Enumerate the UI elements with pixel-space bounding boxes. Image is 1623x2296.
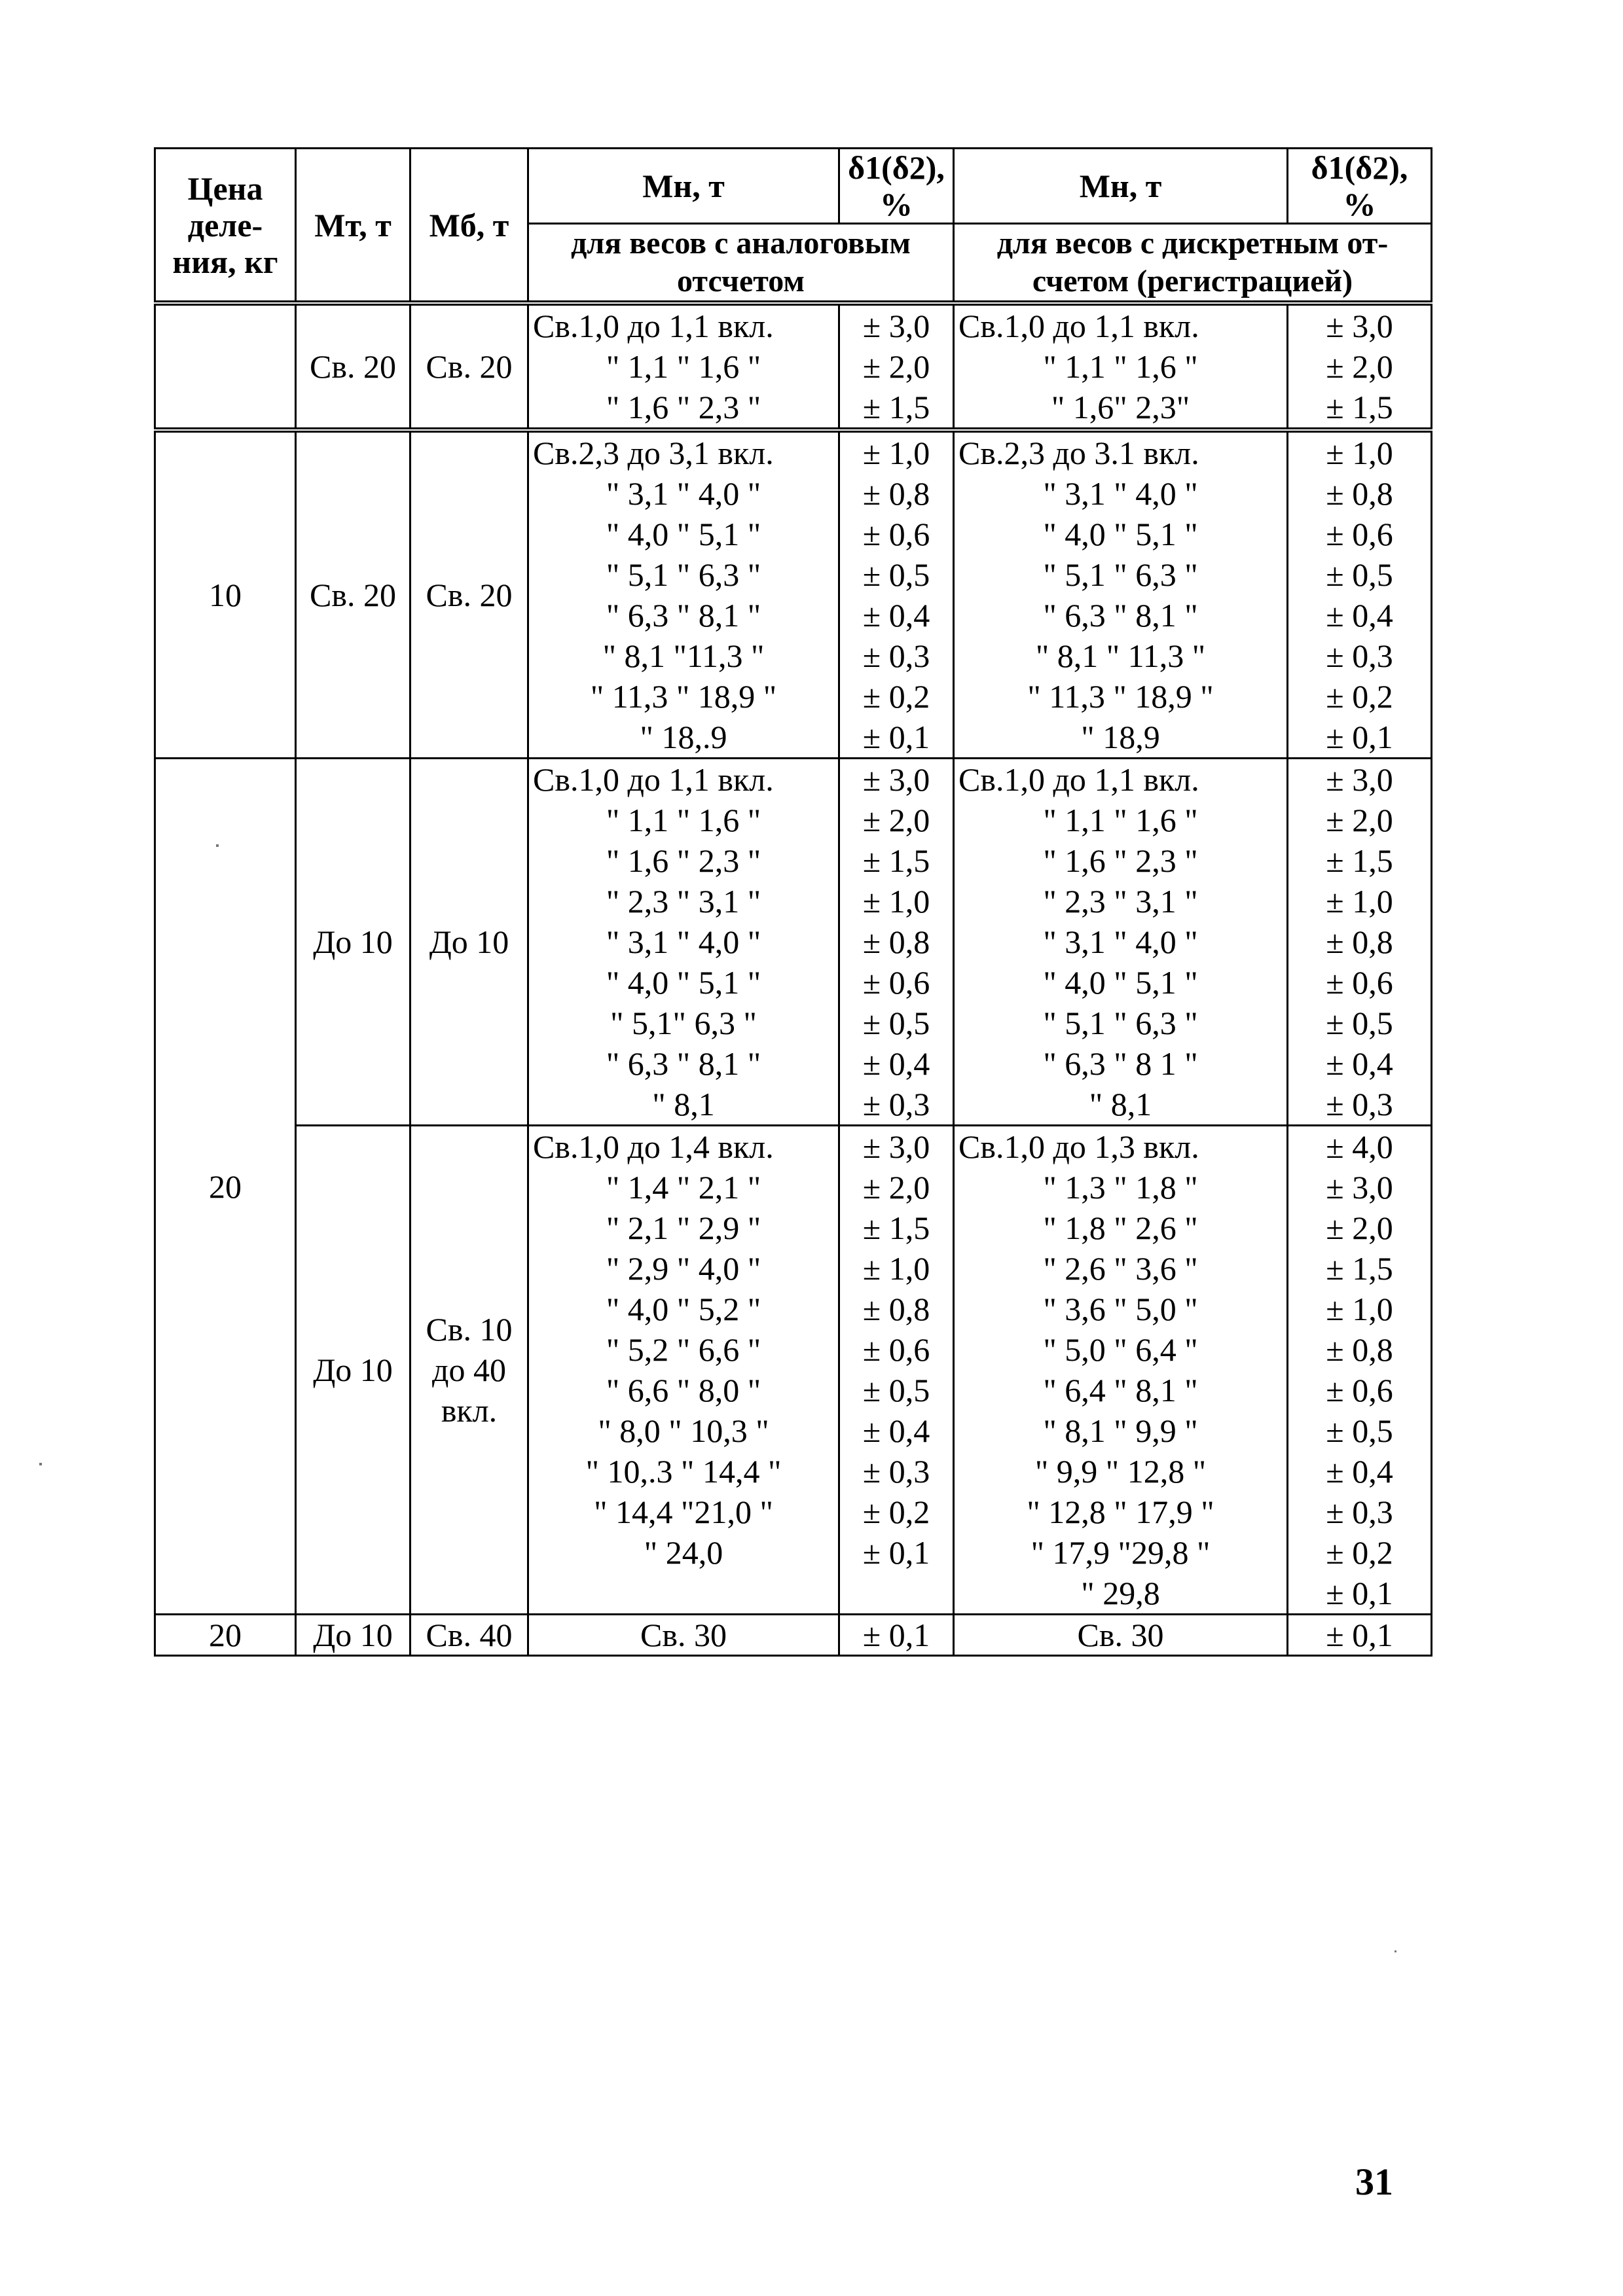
price-cell: 20 <box>155 759 296 1615</box>
analog-tolerance-cell <box>839 759 954 1126</box>
cell-line: ± 1,0 <box>862 435 930 471</box>
cell-line: ± 0,2 <box>862 1494 930 1530</box>
cell-line: " 1,1 " 1,6 " <box>606 802 761 838</box>
cell-line: " 2,3 " 3,1 " <box>606 883 761 920</box>
header-mn-discrete: Мн, т <box>954 149 1288 224</box>
cell-line: " 6,3 " 8,1 " <box>606 597 761 634</box>
table-row <box>155 1615 1432 1656</box>
cell-line: Св.1,0 до 1,1 вкл. <box>533 761 774 798</box>
cell-line: " 1,1 " 1,6 " <box>606 348 761 385</box>
cell-line: " 4,0 " 5,1 " <box>606 964 761 1001</box>
cell-line: " 6,3 " 8 1 " <box>1043 1045 1198 1082</box>
cell-line: ± 0,1 <box>1326 719 1393 755</box>
header-mn-analog: Мн, т <box>528 149 839 224</box>
discrete-range-cell: Св. 30 <box>954 1615 1288 1656</box>
cell-line: ± 1,5 <box>1326 1250 1393 1287</box>
cell-line: ± 3,0 <box>862 761 930 798</box>
cell-line: ± 0,4 <box>1326 1453 1393 1490</box>
cell-line: ± 1,5 <box>1326 842 1393 879</box>
cell-line: ± 1,0 <box>862 1250 930 1287</box>
cell-line: " 1,3 " 1,8 " <box>1043 1169 1198 1206</box>
discrete-ranges-cell <box>954 303 1288 430</box>
cell-line: ± 0,5 <box>862 556 930 593</box>
analog-tolerance-cell: ± 0,1 <box>839 1615 954 1656</box>
cell-line: ± 3,0 <box>862 1128 930 1165</box>
cell-line: ± 0,5 <box>862 1005 930 1041</box>
cell-line: " 18,9 <box>1081 719 1160 755</box>
cell-line: Св.1,0 до 1,3 вкл. <box>958 1128 1199 1165</box>
cell-line: ± 0,6 <box>1326 964 1393 1001</box>
cell-line: Св.2,3 до 3,1 вкл. <box>533 435 774 471</box>
cell-line: " 12,8 " 17,9 " <box>1027 1494 1214 1530</box>
mb-cell: Св. 20 <box>410 303 528 430</box>
table-row <box>155 759 1432 1126</box>
cell-line: Св.1,0 до 1,4 вкл. <box>533 1128 774 1165</box>
cell-line: " 1,8 " 2,6 " <box>1043 1210 1198 1246</box>
cell-line: ± 3,0 <box>1326 1169 1393 1206</box>
analog-ranges-cell <box>528 1126 839 1615</box>
discrete-tolerance-cell <box>1288 303 1432 430</box>
cell-line: ± 1,5 <box>862 389 930 425</box>
mt-cell: До 10 <box>296 1615 410 1656</box>
cell-line: " 4,0 " 5,1 " <box>1043 516 1198 552</box>
cell-line: ± 2,0 <box>1326 348 1393 385</box>
cell-line: " 17,9 "29,8 " <box>1030 1534 1211 1571</box>
price-cell: 10 <box>155 430 296 759</box>
price-cell <box>155 303 296 430</box>
cell-line: " 1,1 " 1,6 " <box>1043 348 1198 385</box>
cell-line: " 5,1" 6,3 " <box>610 1005 757 1041</box>
analog-tolerance-cell <box>839 1126 954 1615</box>
table-row <box>155 303 1432 430</box>
cell-line: " 8,1 "11,3 " <box>602 637 765 674</box>
discrete-ranges-cell <box>954 1126 1288 1615</box>
cell-line: " 1,6 " 2,3 " <box>606 389 761 425</box>
cell-line: ± 0,8 <box>1326 475 1393 512</box>
cell-line: " 1,6 " 2,3 " <box>1043 842 1198 879</box>
mb-cell: Св. 40 <box>410 1615 528 1656</box>
cell-line: ± 0,1 <box>862 1534 930 1571</box>
cell-line: " 6,3 " 8,1 " <box>606 1045 761 1082</box>
cell-line: ± 3,0 <box>862 308 930 344</box>
mb-cell: Св. 20 <box>410 430 528 759</box>
cell-line: ± 0,5 <box>1326 1412 1393 1449</box>
cell-line: " 1,6 " 2,3 " <box>606 842 761 879</box>
cell-line: ± 0,2 <box>862 678 930 715</box>
header-mt: Мт, т <box>296 149 410 304</box>
cell-line: " 2,9 " 4,0 " <box>606 1250 761 1287</box>
cell-line: ± 0,8 <box>1326 1331 1393 1368</box>
header-delta-discrete: δ1(δ2), % <box>1288 149 1432 224</box>
analog-ranges-cell <box>528 759 839 1126</box>
cell-line: " 24,0 <box>644 1534 723 1571</box>
header-mb: Мб, т <box>410 149 528 304</box>
cell-line: ± 3,0 <box>1326 308 1393 344</box>
analog-ranges-cell <box>528 430 839 759</box>
cell-line: " 10,.3 " 14,4 " <box>585 1453 782 1490</box>
cell-line: " 4,0 " 5,1 " <box>606 516 761 552</box>
cell-line: " 2,3 " 3,1 " <box>1043 883 1198 920</box>
discrete-tolerance-cell <box>1288 430 1432 759</box>
cell-line: ± 0,6 <box>862 964 930 1001</box>
cell-line: ± 0,6 <box>862 1331 930 1368</box>
cell-line: ± 0,1 <box>1326 1575 1393 1611</box>
cell-line: Св.1,0 до 1,1 вкл. <box>958 761 1199 798</box>
scan-speck <box>39 1463 42 1465</box>
discrete-tolerance-cell: ± 0,1 <box>1288 1615 1432 1656</box>
cell-line: Св.1,0 до 1,1 вкл. <box>958 308 1199 344</box>
table-group <box>155 759 1432 1615</box>
cell-line: ± 2,0 <box>862 802 930 838</box>
cell-line: ± 2,0 <box>1326 1210 1393 1246</box>
cell-line: " 4,0 " 5,1 " <box>1043 964 1198 1001</box>
table-group <box>155 1615 1432 1656</box>
mt-cell: До 10 <box>296 1126 410 1615</box>
cell-line: Св.1,0 до 1,1 вкл. <box>533 308 774 344</box>
cell-line: " 3,6 " 5,0 " <box>1043 1291 1198 1327</box>
discrete-tolerance-cell <box>1288 759 1432 1126</box>
analog-range-cell: Св. 30 <box>528 1615 839 1656</box>
analog-tolerance-cell <box>839 430 954 759</box>
scan-speck <box>216 844 219 847</box>
header-analog-readout: для весов с аналоговым отсчетом <box>528 224 954 304</box>
mt-cell: Св. 20 <box>296 303 410 430</box>
cell-line: ± 1,0 <box>862 883 930 920</box>
cell-line: ± 0,3 <box>1326 1086 1393 1122</box>
cell-line: ± 0,4 <box>1326 1045 1393 1082</box>
cell-line: " 1,4 " 2,1 " <box>606 1169 761 1206</box>
cell-line: ± 2,0 <box>862 1169 930 1206</box>
cell-line: " 1,1 " 1,6 " <box>1043 802 1198 838</box>
cell-line: ± 1,5 <box>862 842 930 879</box>
cell-line: ± 0,3 <box>1326 637 1393 674</box>
cell-line: " 8,1 <box>1089 1086 1152 1122</box>
cell-line: " 9,9 " 12,8 " <box>1034 1453 1207 1490</box>
cell-line: ± 0,2 <box>1326 678 1393 715</box>
cell-line: " 5,2 " 6,6 " <box>606 1331 761 1368</box>
cell-line: ± 0,3 <box>862 1086 930 1122</box>
price-cell: 20 <box>155 1615 296 1656</box>
cell-line: ± 0,8 <box>862 1291 930 1327</box>
cell-line: ± 0,8 <box>862 924 930 960</box>
cell-line: ± 0,5 <box>862 1372 930 1408</box>
header-delta-analog: δ1(δ2), % <box>839 149 954 224</box>
cell-line: " 8,1 " 9,9 " <box>1043 1412 1198 1449</box>
table-row <box>155 430 1432 759</box>
cell-line: " 3,1 " 4,0 " <box>606 924 761 960</box>
table-group <box>155 430 1432 759</box>
cell-line: ± 0,8 <box>862 475 930 512</box>
cell-line: " 11,3 " 18,9 " <box>1027 678 1214 715</box>
cell-line: ± 0,4 <box>1326 597 1393 634</box>
cell-line: " 1,6" 2,3" <box>1051 389 1190 425</box>
discrete-ranges-cell <box>954 759 1288 1126</box>
table-group <box>155 303 1432 430</box>
cell-line: ± 1,5 <box>862 1210 930 1246</box>
table-header <box>155 149 1432 304</box>
cell-line: ± 1,0 <box>1326 883 1393 920</box>
cell-line: " 8,0 " 10,3 " <box>598 1412 769 1449</box>
header-discrete-readout: для весов с дискретным от-счетом (регистрацией) <box>954 224 1432 304</box>
cell-line: " 14,4 "21,0 " <box>594 1494 773 1530</box>
mb-cell: До 10 <box>410 759 528 1126</box>
cell-line: ± 0,2 <box>1326 1534 1393 1571</box>
table-row <box>155 1126 1432 1615</box>
cell-line: ± 0,8 <box>1326 924 1393 960</box>
mt-cell: До 10 <box>296 759 410 1126</box>
cell-line: ± 0,5 <box>1326 556 1393 593</box>
cell-line: ± 1,0 <box>1326 435 1393 471</box>
tolerance-table <box>154 147 1432 1657</box>
cell-line: " 5,1 " 6,3 " <box>1043 556 1198 593</box>
cell-line: ± 0,4 <box>862 597 930 634</box>
cell-line: ± 3,0 <box>1326 761 1393 798</box>
cell-line: " 3,1 " 4,0 " <box>1043 475 1198 512</box>
cell-line: " 18,.9 <box>640 719 727 755</box>
cell-line: " 5,0 " 6,4 " <box>1043 1331 1198 1368</box>
cell-line: " 6,6 " 8,0 " <box>606 1372 761 1408</box>
cell-line: " 4,0 " 5,2 " <box>606 1291 761 1327</box>
cell-line: " 8,1 <box>652 1086 715 1122</box>
cell-line: ± 4,0 <box>1326 1128 1393 1165</box>
cell-line: " 3,1 " 4,0 " <box>606 475 761 512</box>
analog-tolerance-cell <box>839 303 954 430</box>
scan-speck <box>1395 1950 1396 1952</box>
cell-line: " 11,3 " 18,9 " <box>590 678 777 715</box>
cell-line: " 2,6 " 3,6 " <box>1043 1250 1198 1287</box>
cell-line: ± 0,3 <box>862 1453 930 1490</box>
cell-line: ± 1,5 <box>1326 389 1393 425</box>
cell-line: ± 0,3 <box>1326 1494 1393 1530</box>
cell-line: " 5,1 " 6,3 " <box>1043 1005 1198 1041</box>
cell-line: ± 2,0 <box>1326 802 1393 838</box>
cell-line: ± 1,0 <box>1326 1291 1393 1327</box>
cell-line: ± 0,5 <box>1326 1005 1393 1041</box>
cell-line: ± 0,6 <box>1326 516 1393 552</box>
cell-line: ± 0,1 <box>862 719 930 755</box>
mb-cell: Св. 10 до 40 вкл. <box>410 1126 528 1615</box>
cell-line: ± 0,3 <box>862 637 930 674</box>
cell-line: ± 0,4 <box>862 1045 930 1082</box>
cell-line: ± 0,6 <box>862 516 930 552</box>
cell-line: " 5,1 " 6,3 " <box>606 556 761 593</box>
analog-ranges-cell <box>528 303 839 430</box>
cell-line: Св.2,3 до 3.1 вкл. <box>958 435 1199 471</box>
cell-line: " 6,4 " 8,1 " <box>1043 1372 1198 1408</box>
header-price: Цена деле-ния, кг <box>155 149 296 304</box>
cell-line: " 6,3 " 8,1 " <box>1043 597 1198 634</box>
cell-line: " 8,1 " 11,3 " <box>1035 637 1206 674</box>
cell-line: ± 0,6 <box>1326 1372 1393 1408</box>
cell-line: " 29,8 <box>1081 1575 1160 1611</box>
mt-cell: Св. 20 <box>296 430 410 759</box>
discrete-tolerance-cell <box>1288 1126 1432 1615</box>
cell-line: " 3,1 " 4,0 " <box>1043 924 1198 960</box>
cell-line: ± 0,4 <box>862 1412 930 1449</box>
cell-line: " 2,1 " 2,9 " <box>606 1210 761 1246</box>
page-number: 31 <box>1355 2161 1393 2203</box>
cell-line: ± 2,0 <box>862 348 930 385</box>
discrete-ranges-cell <box>954 430 1288 759</box>
